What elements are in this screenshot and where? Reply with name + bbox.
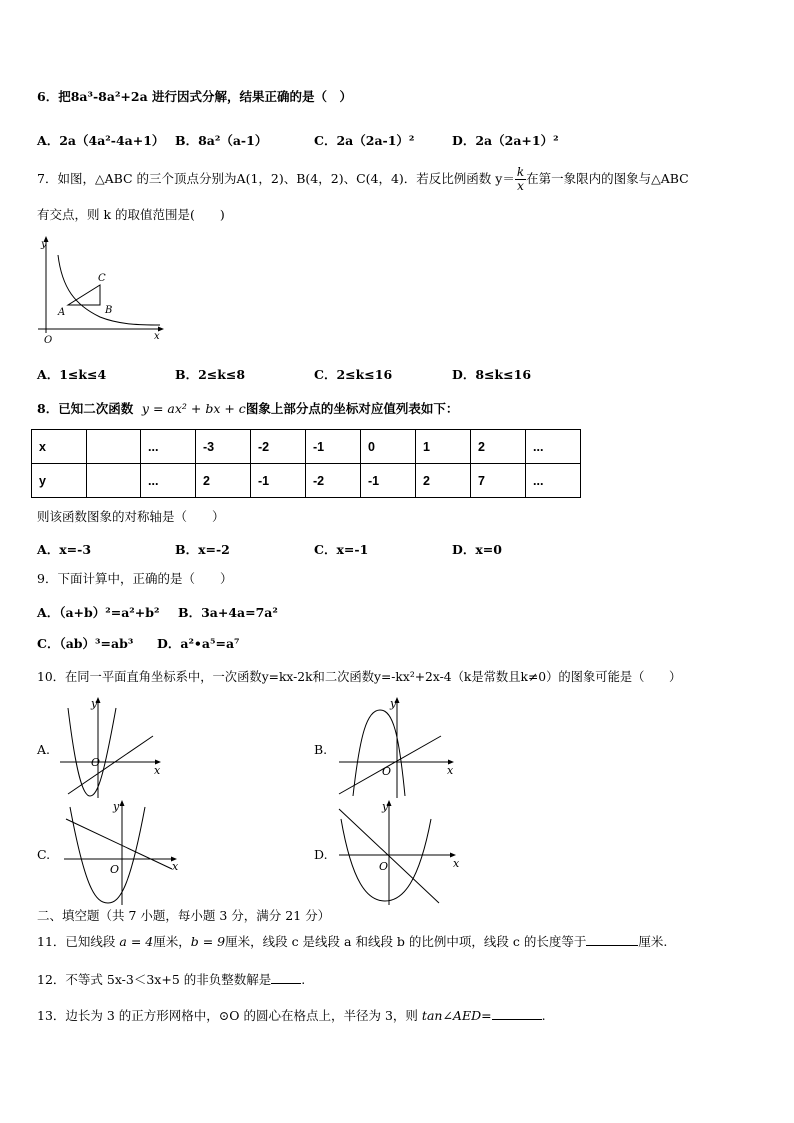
q7-origin-label: O [44,335,53,346]
q7-stem-line2: 有交点，则 k 的取值范围是( ) [37,207,225,222]
q9-option-c[interactable]: C．（ab）³=ab³ [37,636,134,651]
q7-point-a-label: A [58,307,66,318]
q13-part2: . [541,1008,546,1023]
section2-heading: 二、填空题（共 7 小题，每小题 3 分，满分 21 分） [37,908,331,923]
q10-option-d-label[interactable]: D. [314,847,328,862]
q6-option-b[interactable]: B．8a²（a-1） [175,133,268,148]
table-cell: 1 [416,430,471,464]
q7-option-b[interactable]: B．2≤k≤8 [175,367,246,382]
table-cell: 2 [196,464,251,498]
q10-graph-a[interactable] [58,694,168,800]
q13-answer-blank[interactable] [492,1018,542,1020]
q10c-y-arrow [120,800,125,806]
q10a-x-label: x [154,764,161,777]
q10b-x-label: x [447,764,454,777]
q8-option-a[interactable]: A．x=-3 [37,542,92,557]
q11-part3: 厘米，线段 c 是线段 a 和线段 b 的比例中项，线段 c 的长度等于 [225,934,587,949]
q10-option-a-label[interactable]: A. [37,742,51,757]
q13-expression: tan∠AED= [421,1008,492,1023]
q9-option-d[interactable]: D．a²•a⁵=a⁷ [157,636,240,651]
table-cell: ... [141,464,196,498]
q13-text [37,1008,546,1024]
q10-stem: 10．在同一平面直角坐标系中，一次函数y=kx-2k和二次函数y=-kx²+2x-4（k是常数且k≠0）的图象可能是（ ） [37,670,682,684]
q10a-line [68,736,153,794]
table-row [32,464,581,498]
q7-frac-num: k [516,165,525,179]
q10d-y-label: y [382,800,389,813]
table-cell [87,430,141,464]
q12-text [37,972,305,988]
q11-part4: 厘米. [638,934,668,949]
table-cell: 7 [471,464,526,498]
q11-text [37,934,667,950]
table-cell: 0 [361,430,416,464]
q9-option-b[interactable]: B．3a+4a=7a² [178,605,278,620]
table-cell: -1 [251,464,306,498]
q10a-parabola [68,708,116,796]
q8-question: 则该函数图象的对称轴是（ ） [37,509,225,524]
q10c-x-label: x [172,860,179,873]
q7-option-c[interactable]: C．2≤k≤16 [314,367,393,382]
q8-stem-suffix: 图象上部分点的坐标对应值列表如下： [245,401,459,416]
q8-stem [37,401,458,417]
table-cell: y [32,464,87,498]
q6-option-a[interactable]: A．2a（4a²-4a+1） [37,133,165,148]
q12-part2: . [301,972,306,987]
q7-point-b-label: B [105,305,113,316]
q11-answer-blank[interactable] [586,944,638,946]
q9-stem: 9．下面计算中，正确的是（ ） [37,571,233,586]
q11-part2: 厘米， [153,934,191,949]
q7-point-c-label: C [98,273,106,284]
q13-part1: 13．边长为 3 的正方形网格中，⊙O 的圆心在格点上，半径为 3，则 [37,1008,418,1023]
q10-graph-c[interactable] [60,797,184,907]
table-cell: 2 [471,430,526,464]
q8-option-c[interactable]: C．x=-1 [314,542,369,557]
table-cell: x [32,430,87,464]
table-cell [87,464,141,498]
q7-option-a[interactable]: A．1≤k≤4 [37,367,107,382]
q8-formula: y = ax² + bx + c [141,401,246,416]
q9-option-a[interactable]: A．（a+b）²=a²+b² [37,605,160,620]
q8-option-b[interactable]: B．x=-2 [175,542,230,557]
table-cell: ... [526,464,581,498]
q7-frac-den: x [517,179,524,193]
q10b-y-label: y [390,697,397,710]
table-cell: -1 [306,430,361,464]
q7-fraction [515,166,526,193]
q6-option-c[interactable]: C．2a（2a-1）² [314,133,415,148]
q8-option-d[interactable]: D．x=0 [452,542,502,557]
q8-stem-prefix: 8．已知二次函数 [37,401,134,416]
q7-stem-part2: 在第一象限内的图象与△ABC [526,171,689,186]
q10b-origin-label: O [382,765,392,778]
q7-x-label: x [154,331,160,342]
q10d-x-label: x [453,857,460,870]
table-cell: 2 [416,464,471,498]
q7-y-label: y [41,239,47,250]
q7-stem [37,164,689,194]
table-cell: -3 [196,430,251,464]
q10-graph-d[interactable] [337,797,463,907]
q10a-origin-label: O [91,756,101,769]
q10-option-b-label[interactable]: B. [314,742,328,757]
q7-option-d[interactable]: D．8≤k≤16 [452,367,532,382]
table-row [32,430,581,464]
q10-graph-b[interactable] [335,694,461,800]
q8-value-table [31,429,581,498]
table-cell: -1 [361,464,416,498]
q12-part1: 12．不等式 5x-3＜3x+5 的非负整数解是 [37,972,272,987]
q6-stem: 6．把8a³-8a²+2a 进行因式分解，结果正确的是（ ） [37,89,353,104]
q11-b-value: b = 9 [190,934,226,949]
q6-option-d[interactable]: D．2a（2a+1）² [452,133,559,148]
q7-triangle-abc [68,285,100,305]
table-cell: ... [141,430,196,464]
table-cell: -2 [251,430,306,464]
q10c-parabola [70,807,145,903]
q10c-origin-label: O [110,863,120,876]
q10a-y-label: y [91,697,98,710]
q10d-origin-label: O [379,860,389,873]
table-cell: ... [526,430,581,464]
q7-stem-part1: 7．如图，△ABC 的三个顶点分别为A(1，2)、B(4，2)、C(4，4)．若反比例函数 y＝ [37,171,515,186]
q11-part1: 11．已知线段 [37,934,116,949]
q11-a-value: a = 4 [119,934,154,949]
q7-graph [30,233,170,348]
table-cell: -2 [306,464,361,498]
q10c-y-label: y [113,800,120,813]
q10-option-c-label[interactable]: C. [37,847,51,862]
q12-answer-blank[interactable] [271,982,301,984]
